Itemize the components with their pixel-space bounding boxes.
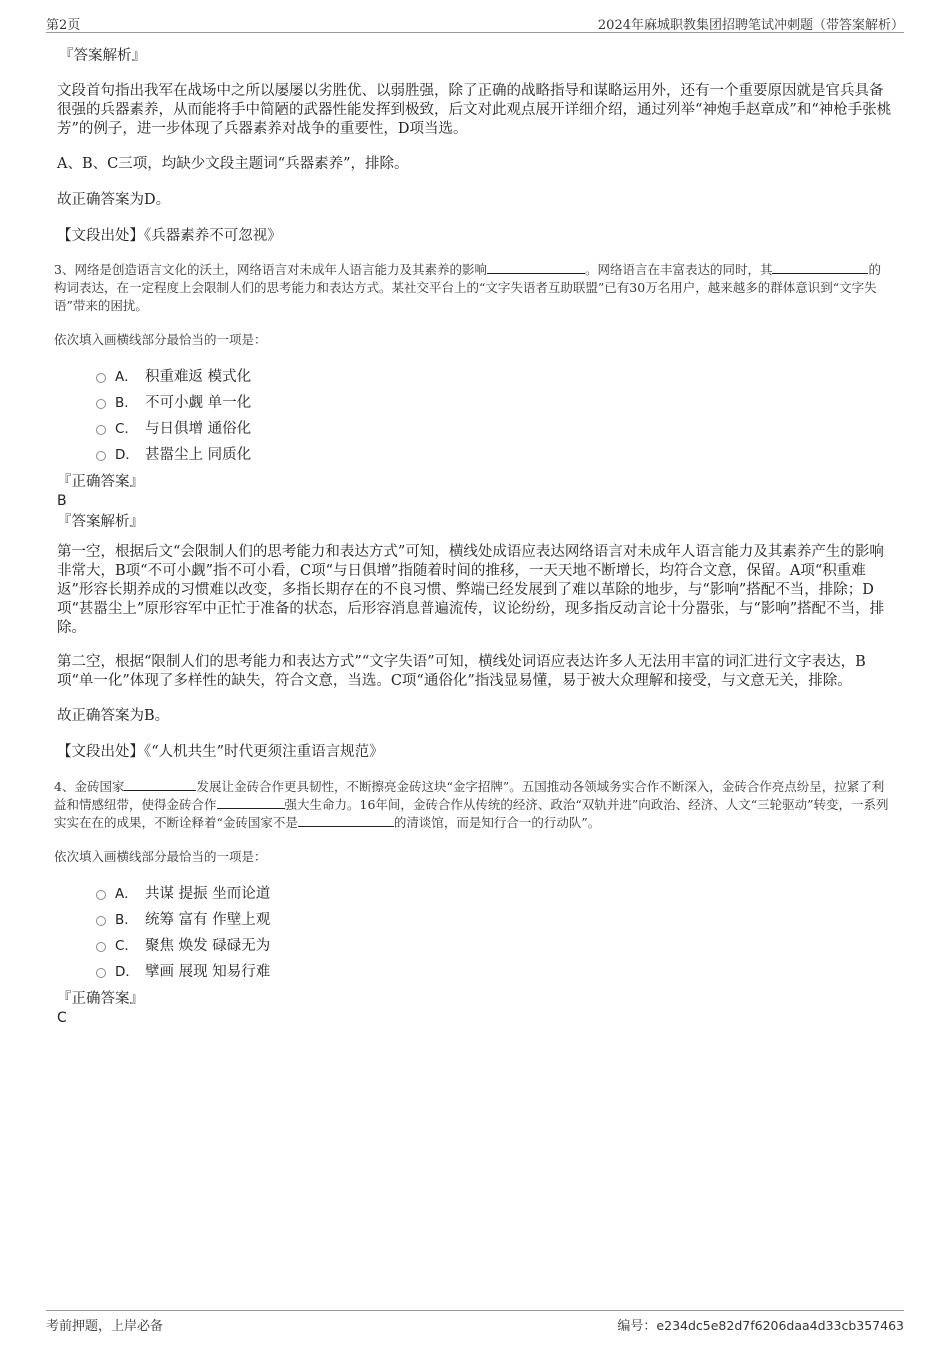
q2-exclude-text: A、B、C三项，均缺少文段主题词“兵器素养”，排除。 <box>57 156 409 172</box>
q4-stem-part3: 强大生命力。16年间，金砖合作从传统的经济、政治“双轨并进”向政治、经济、人文“三轮驱动”转变，一系列实实在在的成果，不断诠释着“金砖国家不是 <box>54 797 889 830</box>
q2-source-label: 【文段出处】 <box>57 228 144 244</box>
q3-blank-2 <box>772 261 868 274</box>
q3-conclusion: 故正确答案为B。 <box>57 708 170 724</box>
q3-option-d[interactable]: D． 甚嚣尘上 同质化 <box>57 442 892 468</box>
q3-source-title: 《“人机共生”时代更须注重语言规范》 <box>144 744 384 760</box>
q3-stem <box>54 261 892 315</box>
q3-answer-label: 『正确答案』 <box>57 474 144 490</box>
q3-analysis-p1: 第一空，根据后文“会限制人们的思考能力和表达方式”可知，横线处成语应表达网络语言对未成年人语言能力及其素养产生的影响非常大，B项“不可小觑”指不可小看，C项“与日俱增”指随着时间的推移，一天天地不断增长，均符合文意，保留。A项“积重难返”形容长期养成的习惯难以改变，多指长期存在的不良习惯、弊端已经发展到了难以革除的地步，与“影响”搭配不当，排除；D项“甚嚣尘上”原形容军中正忙于准备的状态，后形容消息普遍流传，议论纷纷，现多指反动言论十分嚣张，与“影响”搭配不当，排除。 <box>57 544 885 636</box>
q3-option-c[interactable]: C. 与日俱增 通俗化 <box>57 416 892 442</box>
q4-stem-part1: 4、金砖国家 <box>54 779 125 794</box>
q4-blank-1 <box>124 778 196 791</box>
q3-blank-1 <box>487 261 585 274</box>
q4-answer-label: 『正确答案』 <box>57 991 144 1007</box>
q4-instruction: 依次填入画横线部分最恰当的一项是： <box>54 849 267 864</box>
q3-options <box>57 364 892 468</box>
q3-instruction: 依次填入画横线部分最恰当的一项是： <box>54 332 267 347</box>
serial-number: e234dc5e82d7f6206daa4d33cb357463 <box>656 1318 904 1333</box>
page-header <box>46 12 904 33</box>
document-title: 2024年麻城职教集团招聘笔试冲刺题（带答案解析） <box>597 18 904 33</box>
q3-stem-part3: 的构词表达，在一定程度上会限制人们的思考能力和表达方式。某社交平台上的“文字失语者互助联盟”已有30万名用户，越来越多的群体意识到“文字失语”带来的困扰。 <box>54 262 881 313</box>
radio-icon[interactable] <box>96 890 106 900</box>
q2-analysis-text: 文段首句指出我军在战场中之所以屡屡以劣胜优、以弱胜强，除了正确的战略指导和谋略运用外，还有一个重要原因就是官兵具备很强的兵器素养，从而能将手中简陋的武器性能发挥到极致，后文对此观点展开详细介绍，通过列举“神炮手赵章成”和“神枪手张桃芳”的例子，进一步体现了兵器素养对战争的重要性，D项当选。 <box>57 83 892 137</box>
q3-analysis-p2: 第二空，根据“限制人们的思考能力和表达方式”“文字失语”可知，横线处词语应表达许多人无法用丰富的词汇进行文字表达，B项“单一化”体现了多样性的缺失，符合文意，当选。C项“通俗化”指浅显易懂，易于被大众理解和接受，与文意无关，排除。 <box>57 654 866 689</box>
q4-stem-part2: 发展让金砖合作更具韧性，不断擦亮金砖这块“金字招牌”。五国推动各领域务实合作不断深入，金砖合作亮点纷呈，拉紧了利益和情感纽带，使得金砖合作 <box>54 779 885 812</box>
q2-conclusion: 故正确答案为D。 <box>57 192 171 208</box>
radio-icon[interactable] <box>96 916 106 926</box>
q3-stem-part1: 3、网络是创造语言文化的沃土，网络语言对未成年人语言能力及其素养的影响 <box>54 262 487 277</box>
radio-icon[interactable] <box>96 425 106 435</box>
radio-icon[interactable] <box>96 942 106 952</box>
q4-blank-2 <box>217 796 285 809</box>
q4-option-a[interactable]: A． 共谋 提振 坐而论道 <box>57 881 892 907</box>
q4-option-b[interactable]: B. 统筹 富有 作壁上观 <box>57 907 892 933</box>
main-content <box>54 46 892 1027</box>
radio-icon[interactable] <box>96 373 106 383</box>
radio-icon[interactable] <box>96 451 106 461</box>
q4-stem-part4: 的清谈馆，而是知行合一的行动队”。 <box>393 815 601 830</box>
q3-answer: B <box>57 493 67 509</box>
q4-blank-3 <box>298 814 394 827</box>
q3-option-a[interactable]: A． 积重难返 模式化 <box>57 364 892 390</box>
q4-option-c[interactable]: C. 聚焦 焕发 碌碌无为 <box>57 933 892 959</box>
q4-option-d[interactable]: D． 擘画 展现 知易行难 <box>57 959 892 985</box>
serial-label: 编号： <box>617 1319 657 1334</box>
footer-slogan: 考前押题，上岸必备 <box>46 1319 164 1334</box>
q3-analysis-label: 『答案解析』 <box>57 514 144 530</box>
q3-option-b[interactable]: B. 不可小觑 单一化 <box>57 390 892 416</box>
radio-icon[interactable] <box>96 968 106 978</box>
q3-stem-part2: 。网络语言在丰富表达的同时，其 <box>584 262 773 277</box>
page-number: 第2页 <box>46 18 81 33</box>
radio-icon[interactable] <box>96 399 106 409</box>
page-footer <box>46 1310 904 1333</box>
q4-answer: C <box>57 1010 67 1026</box>
q2-source <box>57 227 892 246</box>
q2-source-title: 《兵器素养不可忽视》 <box>144 228 282 244</box>
footer-serial <box>617 1315 904 1334</box>
q4-options <box>57 881 892 985</box>
q3-source-label: 【文段出处】 <box>57 744 144 760</box>
q3-source <box>57 743 892 762</box>
q4-stem <box>54 778 892 832</box>
q2-analysis-label: 『答案解析』 <box>59 48 146 64</box>
